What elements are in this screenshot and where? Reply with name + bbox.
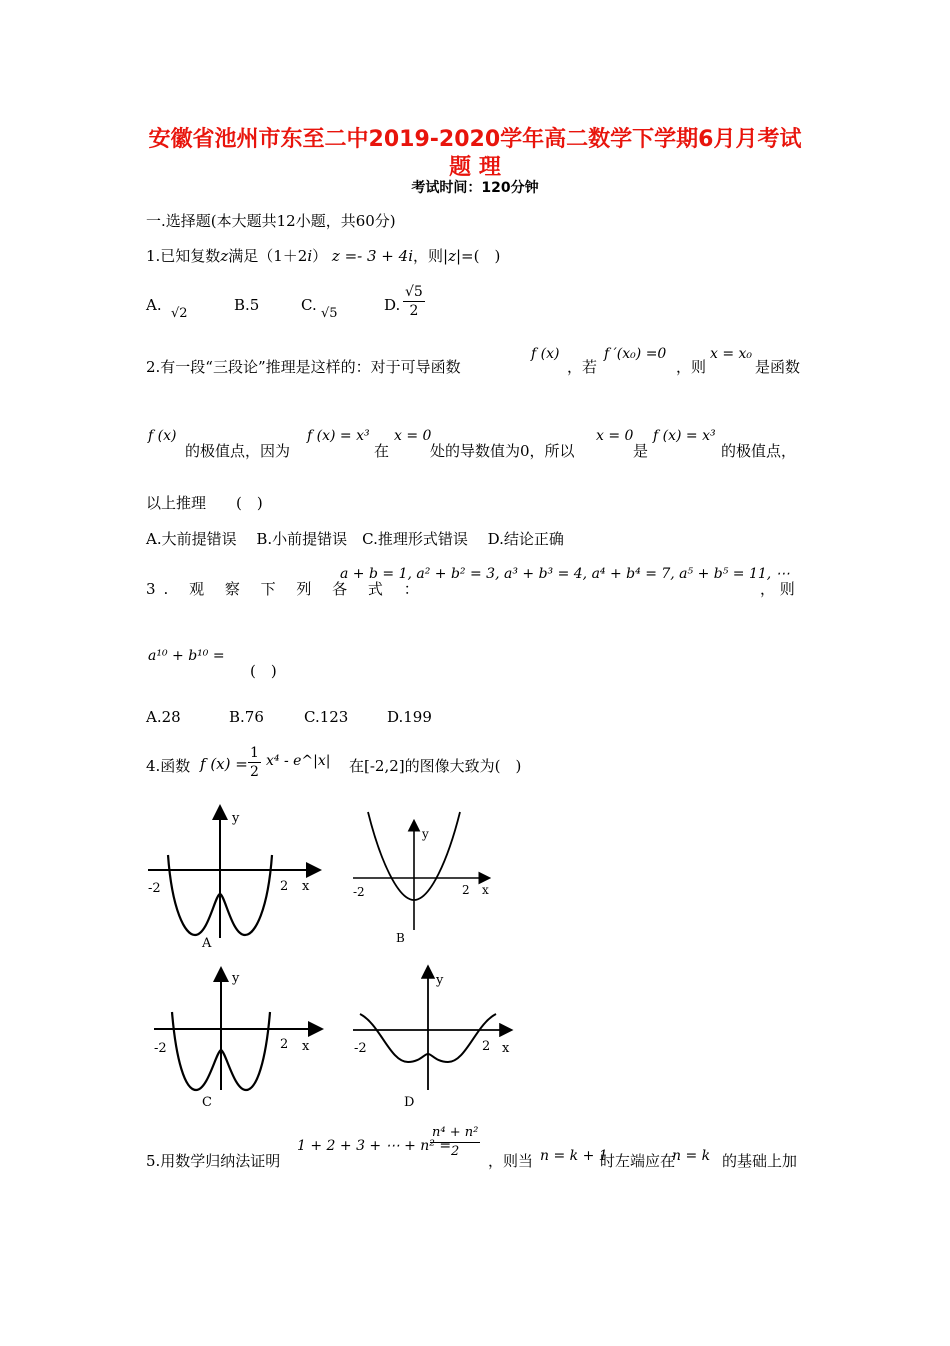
q5-lhs: 1 + 2 + 3 + ⋯ + n² = xyxy=(297,1138,452,1154)
q2-line2-c: 处的导数值为0，所以 xyxy=(430,442,575,460)
q2-options: A.大前提错误 B.小前提错误 C.推理形式错误 D.结论正确 xyxy=(146,530,564,548)
graph-b-pos: 2 xyxy=(462,883,470,897)
q2-x-eq: x = x₀ xyxy=(710,346,753,362)
q4-tail: 在[-2,2]的图像大致为( ) xyxy=(349,757,522,775)
q1-var: z xyxy=(220,247,229,265)
q1-d-denominator: 2 xyxy=(409,303,419,319)
q1-option-d-fraction xyxy=(403,283,425,320)
graph-b-x: x xyxy=(482,883,489,897)
graph-c xyxy=(154,970,320,1110)
graph-d-label: D xyxy=(404,1095,415,1110)
q2-line1-b: ，若 xyxy=(567,358,598,376)
graph-a-y: y xyxy=(232,811,240,826)
q2-line2-f: f (x) = x³ xyxy=(307,428,370,444)
graph-c-x: x xyxy=(302,1039,310,1054)
q2-line2-x0b: x = 0 xyxy=(596,428,634,444)
exam-time: 考试时间：120分钟 xyxy=(411,180,539,196)
q5-fraction xyxy=(430,1124,480,1161)
graph-a-neg: -2 xyxy=(148,881,161,896)
graph-a-pos: 2 xyxy=(280,879,289,894)
q3-option-c: C.123 xyxy=(304,708,349,726)
graph-b-y: y xyxy=(422,827,429,841)
q3-formula: a + b = 1, a² + b² = 3, a³ + b³ = 4, a⁴ + b⁴ = 7, a⁵ + b⁵ = 11, ⋯ xyxy=(340,566,790,582)
q1-abs: |z| xyxy=(443,247,462,265)
graph-b-neg: -2 xyxy=(353,885,365,899)
q3-option-d: D.199 xyxy=(387,708,432,726)
q1-tail2: =( ) xyxy=(461,247,501,265)
q2-line2-d: 是 xyxy=(633,442,649,460)
graph-c-neg: -2 xyxy=(154,1041,167,1056)
graph-c-pos: 2 xyxy=(280,1037,289,1052)
graph-d-y: y xyxy=(436,973,444,988)
q1-option-c-value: √5 xyxy=(321,306,338,321)
q2-line2-f2: f (x) = x³ xyxy=(653,428,716,444)
q4-fx: f (x) = xyxy=(200,755,248,773)
graph-d-pos: 2 xyxy=(482,1039,491,1054)
q4-half: $\frac{1}{2}$ xyxy=(250,745,259,780)
graph-b xyxy=(353,812,489,945)
q2-fprime: f ′(x₀) =0 xyxy=(604,346,667,362)
graph-a xyxy=(148,808,318,951)
q5-prefix: 5.用数学归纳法证明 xyxy=(146,1152,281,1170)
q3-option-b: B.76 xyxy=(229,708,264,726)
q3-paren: ( ) xyxy=(250,662,277,680)
q3-line2: a¹⁰ + b¹⁰ = xyxy=(148,648,225,664)
q2-line1-c: ，则 xyxy=(676,358,707,376)
q2-fx: f (x) xyxy=(531,346,560,362)
q3-tail: ， 则 xyxy=(760,580,795,598)
title-line-1: 安徽省池州市东至二中2019-2020学年高二数学下学期6月月考试 xyxy=(148,127,802,152)
q5-mid2: 时左端应在 xyxy=(600,1152,676,1170)
q5-numerator: n⁴ + n² xyxy=(430,1124,480,1143)
q2-line1-d: 是函数 xyxy=(755,358,801,376)
q1-option-a: A. xyxy=(146,296,162,314)
q2-line2-fx: f (x) xyxy=(148,428,177,444)
q2-line1-a: 2.有一段“三段论”推理是这样的：对于可导函数 xyxy=(146,358,461,376)
q4-prefix: 4.函数 xyxy=(146,757,191,775)
graph-a-label: A xyxy=(202,936,212,951)
q2-line2-e: 的极值点， xyxy=(721,442,797,460)
q1-option-a-value: √2 xyxy=(171,306,188,321)
q4-rest: x⁴ - e^|x| xyxy=(266,753,331,769)
q1-mid: 满足（1＋2 xyxy=(228,247,308,265)
q2-line3: 以上推理 ( ) xyxy=(146,494,263,512)
q1-option-d: D. xyxy=(384,296,401,314)
q1-prefix: 1.已知复数 xyxy=(146,247,221,265)
section-header: 一.选择题(本大题共12小题，共60分) xyxy=(146,212,396,230)
q5-mid: ，则当 xyxy=(488,1152,534,1170)
q5-denominator: 2 xyxy=(451,1144,460,1159)
q1-i: i xyxy=(307,247,313,265)
q5-tail: 的基础上加 xyxy=(722,1152,798,1170)
q1-rest: ） xyxy=(312,247,328,265)
q2-line2-b: 在 xyxy=(374,442,390,460)
q5-nk: n = k xyxy=(672,1148,711,1164)
graph-d-neg: -2 xyxy=(354,1041,367,1056)
q5-nk1: n = k + 1 xyxy=(540,1148,608,1164)
graph-c-label: C xyxy=(202,1095,212,1110)
graph-a-x: x xyxy=(302,879,310,894)
graph-d-x: x xyxy=(502,1041,510,1056)
graph-d xyxy=(353,968,510,1110)
q1-option-c: C. xyxy=(301,296,317,314)
q1-tail: ，则 xyxy=(413,247,444,265)
graph-c-y: y xyxy=(232,971,240,986)
q4-graphs xyxy=(140,800,540,1120)
q3-option-a: A.28 xyxy=(146,708,181,726)
question-1 xyxy=(146,245,500,266)
q2-line2-x0: x = 0 xyxy=(394,428,432,444)
title-line-2: 题 理 xyxy=(449,155,501,180)
graph-b-label: B xyxy=(396,931,405,945)
q1-equation: z =- 3 + 4i xyxy=(331,247,413,265)
q1-option-b: B.5 xyxy=(234,296,260,314)
q1-d-numerator: √5 xyxy=(405,284,423,300)
q3-label: 3. 观 察 下 列 各 式 ： xyxy=(146,580,427,598)
q2-line2-a: 的极值点，因为 xyxy=(185,442,291,460)
